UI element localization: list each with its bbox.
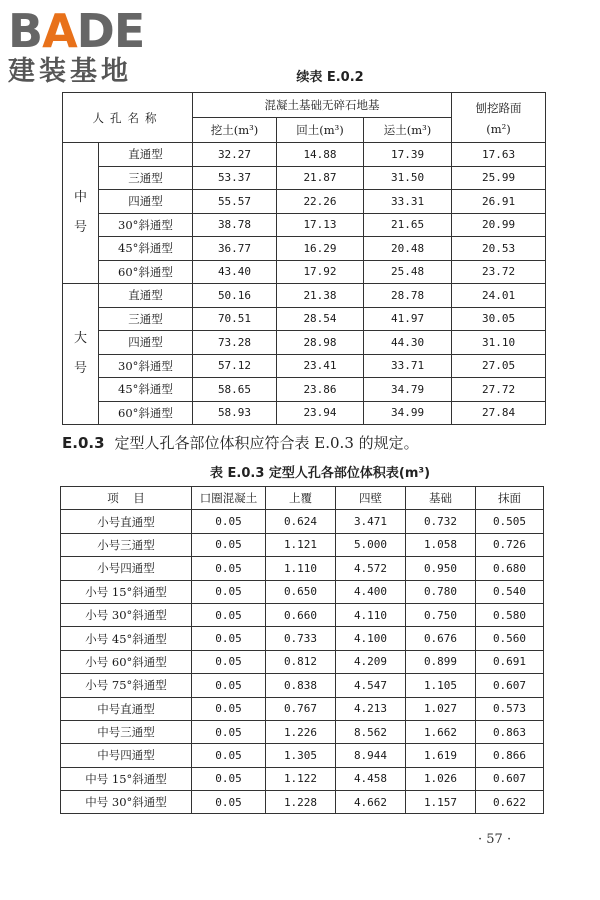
size-group-char: 号 [73,220,87,235]
table-row [61,557,544,580]
value-cell: 0.950 [406,557,476,580]
value-cell: 4.100 [336,627,406,650]
row-type-cell: 三通型 [99,307,193,331]
table-row [63,260,546,284]
value-cell: 0.899 [406,650,476,673]
value-cell: 4.458 [336,767,406,790]
item-name-cell: 中号四通型 [61,744,192,767]
item-name-cell: 中号三通型 [61,720,192,743]
value-cell: 0.05 [192,557,266,580]
value-cell: 58.93 [193,401,277,425]
table-row [63,354,546,378]
table1-body [63,143,546,425]
header-pave-unit: (m²) [486,121,511,136]
value-cell: 33.71 [364,354,452,378]
value-cell: 27.05 [452,354,546,378]
value-cell: 27.84 [452,401,546,425]
table2-caption: 表 E.0.3 定型人孔各部位体积表(m³) [209,466,431,481]
item-name-cell: 小号 60°斜通型 [61,650,192,673]
value-cell: 0.866 [476,744,544,767]
row-type-cell: 四通型 [99,190,193,214]
table-row [61,510,544,533]
size-group-char: 大 [73,331,87,346]
value-cell: 0.05 [192,533,266,556]
value-cell: 55.57 [193,190,277,214]
item-name-cell: 小号 15°斜通型 [61,580,192,603]
value-cell: 25.99 [452,166,546,190]
value-cell: 1.226 [266,720,336,743]
row-type-cell: 45°斜通型 [99,237,193,261]
value-cell: 0.624 [266,510,336,533]
value-cell: 4.213 [336,697,406,720]
item-name-cell: 中号 15°斜通型 [61,767,192,790]
value-cell: 0.863 [476,720,544,743]
size-group-char: 号 [73,361,87,376]
table-e03 [60,486,544,814]
value-cell: 3.471 [336,510,406,533]
value-cell: 44.30 [364,331,452,355]
logo-letters-de: DE [76,4,145,58]
value-cell: 0.05 [192,697,266,720]
value-cell: 20.48 [364,237,452,261]
value-cell: 30.05 [452,307,546,331]
value-cell: 17.39 [364,143,452,167]
value-cell: 28.78 [364,284,452,308]
value-cell: 8.944 [336,744,406,767]
table-row [63,166,546,190]
value-cell: 0.560 [476,627,544,650]
table-row [61,533,544,556]
row-type-cell: 三通型 [99,166,193,190]
table-row [63,237,546,261]
item-name-cell: 小号四通型 [61,557,192,580]
value-cell: 5.000 [336,533,406,556]
value-cell: 20.53 [452,237,546,261]
value-cell: 4.209 [336,650,406,673]
value-cell: 17.63 [452,143,546,167]
table2-body [61,510,544,814]
row-type-cell: 直通型 [99,143,193,167]
table-row [63,401,546,425]
value-cell: 1.619 [406,744,476,767]
value-cell: 0.05 [192,510,266,533]
row-type-cell: 60°斜通型 [99,401,193,425]
value-cell: 0.05 [192,744,266,767]
value-cell: 1.228 [266,791,336,814]
table1-caption: 续表 E.0.2 [296,70,364,85]
value-cell: 41.97 [364,307,452,331]
value-cell: 0.580 [476,603,544,626]
value-cell: 20.99 [452,213,546,237]
value-cell: 0.505 [476,510,544,533]
value-cell: 27.72 [452,378,546,402]
row-type-cell: 60°斜通型 [99,260,193,284]
value-cell: 0.691 [476,650,544,673]
item-name-cell: 小号直通型 [61,510,192,533]
item-name-cell: 小号 30°斜通型 [61,603,192,626]
value-cell: 1.058 [406,533,476,556]
value-cell: 1.027 [406,697,476,720]
value-cell: 17.13 [277,213,364,237]
value-cell: 23.94 [277,401,364,425]
value-cell: 0.732 [406,510,476,533]
value-cell: 0.05 [192,720,266,743]
value-cell: 0.573 [476,697,544,720]
logo-letter-a: A [42,4,77,58]
header-backfill: 回土(m³) [277,118,364,143]
table-row [61,674,544,697]
value-cell: 4.662 [336,791,406,814]
value-cell: 4.110 [336,603,406,626]
value-cell: 34.79 [364,378,452,402]
value-cell: 1.305 [266,744,336,767]
value-cell: 14.88 [277,143,364,167]
value-cell: 53.37 [193,166,277,190]
value-cell: 1.662 [406,720,476,743]
column-header: 上覆 [266,487,336,510]
size-group-label [63,143,99,284]
value-cell: 31.50 [364,166,452,190]
value-cell: 58.65 [193,378,277,402]
row-type-cell: 30°斜通型 [99,213,193,237]
value-cell: 1.121 [266,533,336,556]
table-row [61,744,544,767]
value-cell: 28.98 [277,331,364,355]
logo-subtitle: 建装基地 [8,56,132,87]
value-cell: 1.026 [406,767,476,790]
table-row [61,791,544,814]
item-name-cell: 小号三通型 [61,533,192,556]
column-header: 抹面 [476,487,544,510]
table-row [61,627,544,650]
value-cell: 0.733 [266,627,336,650]
item-name-cell: 小号 45°斜通型 [61,627,192,650]
value-cell: 21.87 [277,166,364,190]
row-type-cell: 直通型 [99,284,193,308]
value-cell: 4.572 [336,557,406,580]
value-cell: 50.16 [193,284,277,308]
value-cell: 73.28 [193,331,277,355]
column-header: 项 目 [61,487,192,510]
value-cell: 1.105 [406,674,476,697]
table-row [63,143,546,167]
value-cell: 0.650 [266,580,336,603]
value-cell: 21.38 [277,284,364,308]
value-cell: 0.680 [476,557,544,580]
value-cell: 4.400 [336,580,406,603]
table-row [61,580,544,603]
table-row [63,307,546,331]
header-excavation: 挖土(m³) [193,118,277,143]
value-cell: 17.92 [277,260,364,284]
value-cell: 34.99 [364,401,452,425]
value-cell: 0.676 [406,627,476,650]
value-cell: 0.05 [192,650,266,673]
value-cell: 0.838 [266,674,336,697]
value-cell: 0.750 [406,603,476,626]
row-type-cell: 30°斜通型 [99,354,193,378]
value-cell: 33.31 [364,190,452,214]
page-number: · 57 · [478,832,512,847]
value-cell: 0.660 [266,603,336,626]
table-row [63,284,546,308]
value-cell: 57.12 [193,354,277,378]
value-cell: 28.54 [277,307,364,331]
value-cell: 0.622 [476,791,544,814]
table-row [63,213,546,237]
value-cell: 0.767 [266,697,336,720]
value-cell: 24.01 [452,284,546,308]
row-type-cell: 45°斜通型 [99,378,193,402]
table-row [61,767,544,790]
value-cell: 0.540 [476,580,544,603]
table2-header-row [61,487,544,510]
table-row [63,331,546,355]
clause-text: 定型人孔各部位体积应符合表 E.0.3 的规定。 [114,434,419,452]
column-header: 四壁 [336,487,406,510]
table-e02-continued [62,92,546,425]
item-name-cell: 中号 30°斜通型 [61,791,192,814]
value-cell: 0.726 [476,533,544,556]
value-cell: 1.122 [266,767,336,790]
table-row [61,650,544,673]
value-cell: 38.78 [193,213,277,237]
value-cell: 0.812 [266,650,336,673]
value-cell: 23.41 [277,354,364,378]
value-cell: 25.48 [364,260,452,284]
row-type-cell: 四通型 [99,331,193,355]
table-row [61,697,544,720]
column-header: 口圈混凝土 [192,487,266,510]
value-cell: 43.40 [193,260,277,284]
value-cell: 26.91 [452,190,546,214]
logo-wordmark [8,6,178,56]
header-manhole-name: 人孔名称 [63,93,193,143]
value-cell: 23.86 [277,378,364,402]
header-group: 混凝土基础无碎石地基 [193,93,452,118]
item-name-cell: 中号直通型 [61,697,192,720]
value-cell: 4.547 [336,674,406,697]
value-cell: 0.05 [192,627,266,650]
value-cell: 0.05 [192,580,266,603]
value-cell: 0.780 [406,580,476,603]
value-cell: 0.05 [192,674,266,697]
value-cell: 0.05 [192,603,266,626]
header-pave [452,93,546,143]
value-cell: 0.607 [476,767,544,790]
value-cell: 0.05 [192,791,266,814]
value-cell: 32.27 [193,143,277,167]
value-cell: 0.05 [192,767,266,790]
value-cell: 31.10 [452,331,546,355]
value-cell: 1.110 [266,557,336,580]
value-cell: 8.562 [336,720,406,743]
logo-letter-b: B [8,4,43,58]
value-cell: 70.51 [193,307,277,331]
value-cell: 21.65 [364,213,452,237]
table-row [63,190,546,214]
item-name-cell: 小号 75°斜通型 [61,674,192,697]
value-cell: 0.607 [476,674,544,697]
table-row [63,378,546,402]
value-cell: 23.72 [452,260,546,284]
size-group-label [63,284,99,425]
header-pave-label: 刨挖路面 [475,100,522,115]
value-cell: 1.157 [406,791,476,814]
size-group-char: 中 [73,190,87,205]
column-header: 基础 [406,487,476,510]
value-cell: 22.26 [277,190,364,214]
header-haul: 运土(m³) [364,118,452,143]
value-cell: 36.77 [193,237,277,261]
table-row [61,603,544,626]
clause-e03 [62,432,419,453]
clause-number: E.0.3 [62,434,105,452]
value-cell: 16.29 [277,237,364,261]
table-row [61,720,544,743]
